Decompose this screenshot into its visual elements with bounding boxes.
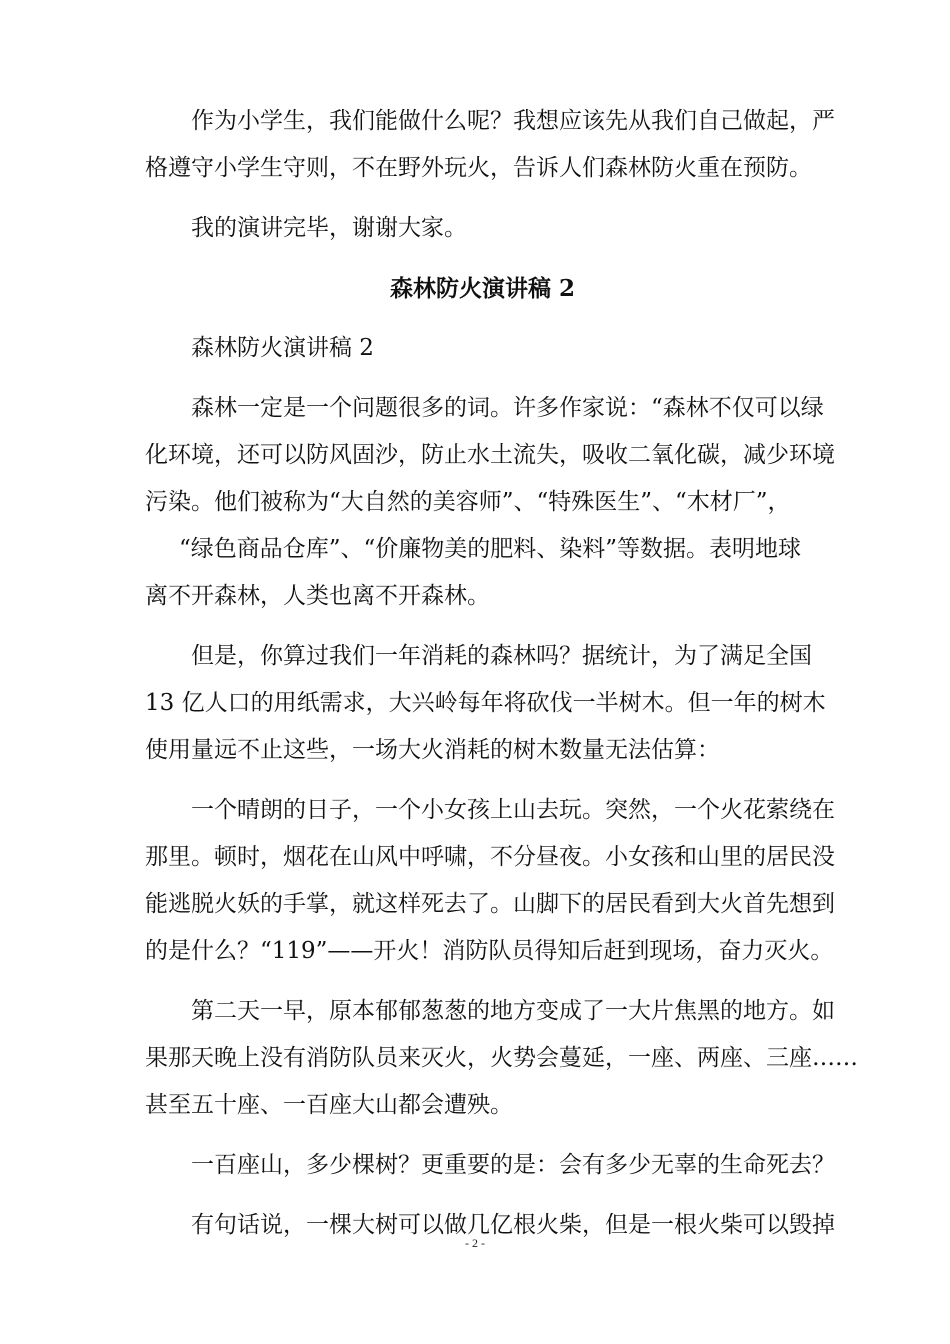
text-line: “绿色商品仓库”、“价廉物美的肥料、染料”等数据。表明地球 — [179, 536, 802, 562]
paragraph — [145, 988, 858, 1129]
text-line: 使用量远不止这些，一场大火消耗的树木数量无法估算： — [145, 737, 720, 763]
text-line: 13 亿人口的用纸需求，大兴岭每年将砍伐一半树木。但一年的树木 — [145, 690, 826, 716]
text-line: 有句话说，一棵大树可以做几亿根火柴，但是一根火柴可以毁掉 — [191, 1212, 835, 1238]
text-line: 第二天一早，原本郁郁葱葱的地方变成了一大片焦黑的地方。如 — [191, 998, 835, 1024]
paragraph — [145, 98, 835, 192]
text-line: 森林一定是一个问题很多的词。许多作家说：“森林不仅可以绿 — [191, 395, 824, 421]
text-line: 那里。顿时，烟花在山风中呼啸，不分昼夜。小女孩和山里的居民没 — [145, 844, 835, 870]
paragraph — [145, 787, 835, 975]
text-line: 污染。他们被称为“大自然的美容师”、“特殊医生”、“木材厂”， — [145, 489, 791, 515]
text-line: 格遵守小学生守则，不在野外玩火，告诉人们森林防火重在预防。 — [145, 155, 812, 181]
text-line: 一个晴朗的日子，一个小女孩上山去玩。突然，一个火花萦绕在 — [191, 797, 835, 823]
page-number: - 2 - — [465, 1236, 485, 1250]
text-line: 但是，你算过我们一年消耗的森林吗？据统计，为了满足全国 — [191, 643, 812, 669]
paragraph — [145, 385, 835, 620]
text-line: 森林防火演讲稿 2 — [191, 335, 374, 361]
text-line: 果那天晚上没有消防队员来灭火，火势会蔓延，一座、两座、三座…… — [145, 1045, 858, 1071]
text-line: 一百座山，多少棵树？更重要的是：会有多少无辜的生命死去？ — [191, 1152, 835, 1178]
paragraph — [145, 633, 826, 774]
paragraph — [145, 205, 820, 252]
text-line: 离不开森林，人类也离不开森林。 — [145, 583, 490, 609]
text-line: 化环境，还可以防风固沙，防止水土流失，吸收二氧化碳，减少环境 — [145, 442, 835, 468]
section-heading: 森林防火演讲稿 2 — [389, 275, 575, 302]
paragraph — [145, 1142, 835, 1189]
text-line: 的是什么？“119”——开火！消防队员得知后赶到现场，奋力灭火。 — [145, 938, 834, 964]
text-line: 我的演讲完毕，谢谢大家。 — [191, 215, 467, 241]
document-body — [145, 98, 858, 1249]
text-line: 甚至五十座、一百座大山都会遭殃。 — [145, 1092, 513, 1118]
paragraph — [145, 325, 820, 372]
text-line: 能逃脱火妖的手掌，就这样死去了。山脚下的居民看到大火首先想到 — [145, 891, 835, 917]
text-line: 作为小学生，我们能做什么呢？我想应该先从我们自己做起，严 — [191, 108, 835, 134]
